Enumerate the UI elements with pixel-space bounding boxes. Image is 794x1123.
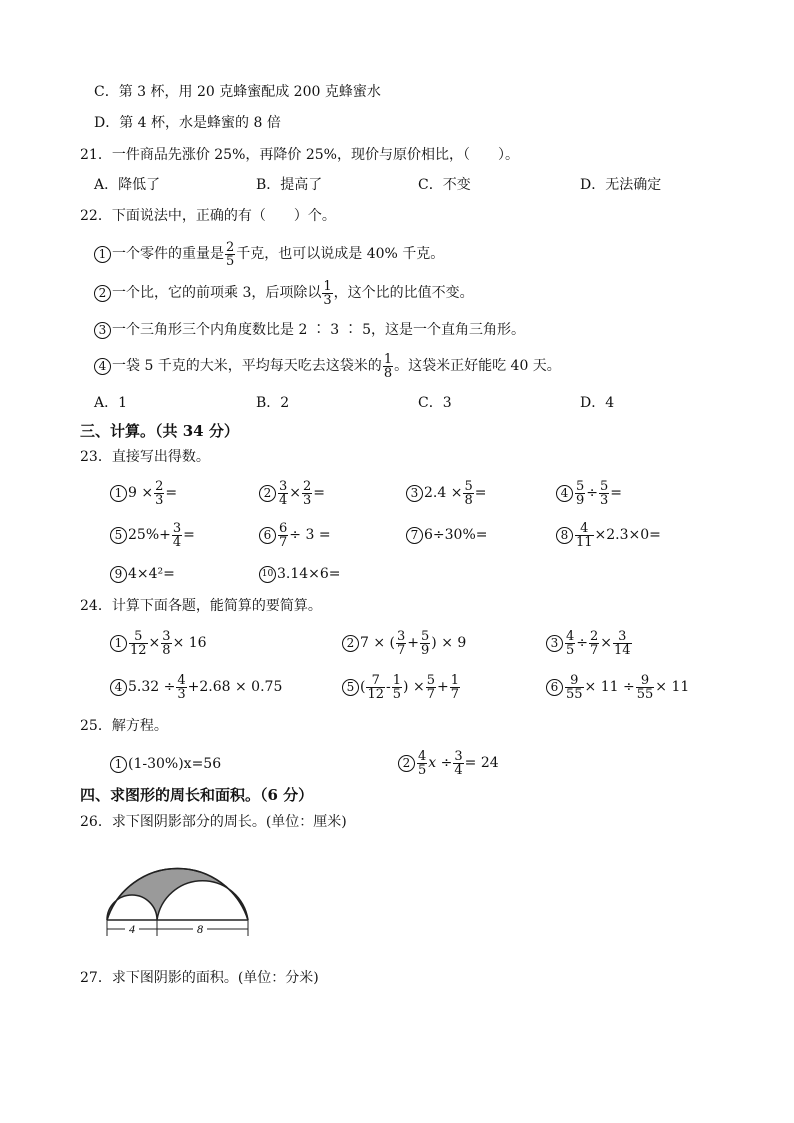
q23-expr-10: 10 3.14×6= [259,564,341,584]
q23-expr-4: 4 $\frac{5}{9}$ ÷ $\frac{5}{3}$ = [556,478,622,508]
q24-expr-5: 5 ( $\frac{7}{12}$ - $\frac{1}{5}$ ) × $\frac{5}{7}$ + $\frac{1}{7}$ [342,672,461,702]
fraction: $\frac{1}{8}$ [383,351,393,381]
circle-number: 10 [259,566,276,583]
q22-statement-2: 2 一个比，它的前项乘 3，后项除以 $\frac{1}{3}$ ，这个比的比值不变。 [94,279,474,307]
circle-number: 6 [546,679,563,696]
q22-option-b: B．2 [256,395,290,411]
circle-number: 3 [94,322,111,339]
circle-number: 1 [110,485,127,502]
q24-expr-6: 6 $\frac{9}{55}$ × 11 ÷ $\frac{9}{55}$ × 11 [546,672,689,702]
circle-number: 9 [110,566,127,583]
circle-number: 5 [110,527,127,544]
q23-expr-9: 9 4×4²= [110,564,175,584]
q27-stem: 27．求下图阴影的面积。(单位：分米) [80,970,319,986]
circle-number: 1 [110,756,127,773]
q25-stem: 25．解方程。 [80,718,168,734]
q23-expr-3: 3 2.4 × $\frac{5}{8}$ = [406,478,486,508]
q26-stem: 26．求下图阴影部分的周长。(单位：厘米) [80,814,347,830]
circle-number: 6 [259,527,276,544]
fraction: $\frac{1}{3}$ [323,278,332,308]
q24-stem: 24．计算下面各题，能简算的要简算。 [80,598,322,614]
circle-number: 8 [556,527,573,544]
q21-stem: 21．一件商品先涨价 25%，再降价 25%，现价与原价相比，（ ）。 [80,147,519,163]
fraction: $\frac{2}{5}$ [226,239,235,269]
circle-number: 2 [259,485,276,502]
circle-number: 7 [406,527,423,544]
q20-option-c: C．第 3 杯，用 20 克蜂蜜配成 200 克蜂蜜水 [94,84,381,100]
q21-option-c: C．不变 [418,177,471,193]
q23-expr-1: 1 9 × $\frac{2}{3}$ = [110,478,177,508]
circle-number: 4 [94,358,111,375]
q25-equation-2: 2 $\frac{4}{5}$ x ÷ $\frac{3}{4}$ = 24 [398,748,499,778]
circle-number: 3 [546,635,563,652]
circle-number: 2 [398,755,415,772]
q22-statement-3: 3 一个三角形三个内角度数比是 2 ∶ 3 ∶ 5，这是一个直角三角形。 [94,320,525,340]
q23-expr-5: 5 25%+ $\frac{3}{4}$ = [110,520,195,550]
q25-equation-1: 1 (1-30%)x=56 [110,754,221,774]
q24-expr-1: 1 $\frac{5}{12}$ × $\frac{3}{8}$ × 16 [110,628,207,658]
circle-number: 1 [94,246,111,263]
circle-number: 1 [110,635,127,652]
q21-option-d: D．无法确定 [580,177,662,193]
circle-number: 5 [342,679,359,696]
section-4-title: 四、求图形的周长和面积。（6 分） [80,786,314,804]
circle-number: 3 [406,485,423,502]
q22-option-a: A．1 [94,395,128,411]
q24-expr-2: 2 7 × ( $\frac{3}{7}$ + $\frac{5}{9}$ ) × 9 [342,628,466,658]
q23-expr-8: 8 $\frac{4}{11}$ ×2.3×0= [556,520,661,550]
dim-large: 8 [197,922,203,936]
q22-stem: 22．下面说法中，正确的有（ ）个。 [80,208,336,224]
q20-option-d: D．第 4 杯，水是蜂蜜的 8 倍 [94,115,281,131]
q21-option-a: A．降低了 [94,177,161,193]
q22-option-c: C．3 [418,395,452,411]
circle-number: 2 [94,285,111,302]
q26-semicircle-figure [100,836,260,946]
q24-expr-4: 4 5.32 ÷ $\frac{4}{3}$ +2.68 × 0.75 [110,672,282,702]
q23-expr-2: 2 $\frac{3}{4}$ × $\frac{2}{3}$ = [259,478,325,508]
circle-number: 4 [110,679,127,696]
q22-statement-1: 1 一个零件的重量是 $\frac{2}{5}$ 千克，也可以说成是 40% 千克。 [94,240,444,268]
q22-option-d: D．4 [580,395,615,411]
q23-stem: 23．直接写出得数。 [80,449,210,465]
q23-expr-7: 7 6÷30%= [406,525,488,545]
dim-small: 4 [129,922,135,936]
section-3-title: 三、计算。（共 34 分） [80,422,239,440]
q23-expr-6: 6 $\frac{6}{7}$ ÷ 3 = [259,520,331,550]
q24-expr-3: 3 $\frac{4}{5}$ ÷ $\frac{2}{7}$ × $\frac{3}{14}$ [546,628,633,658]
circle-number: 2 [342,635,359,652]
circle-number: 4 [556,485,573,502]
q22-statement-4: 4 一袋 5 千克的大米，平均每天吃去这袋米的 $\frac{1}{8}$ 。这袋米正好能吃 40 天。 [94,352,561,380]
q21-option-b: B．提高了 [256,177,323,193]
